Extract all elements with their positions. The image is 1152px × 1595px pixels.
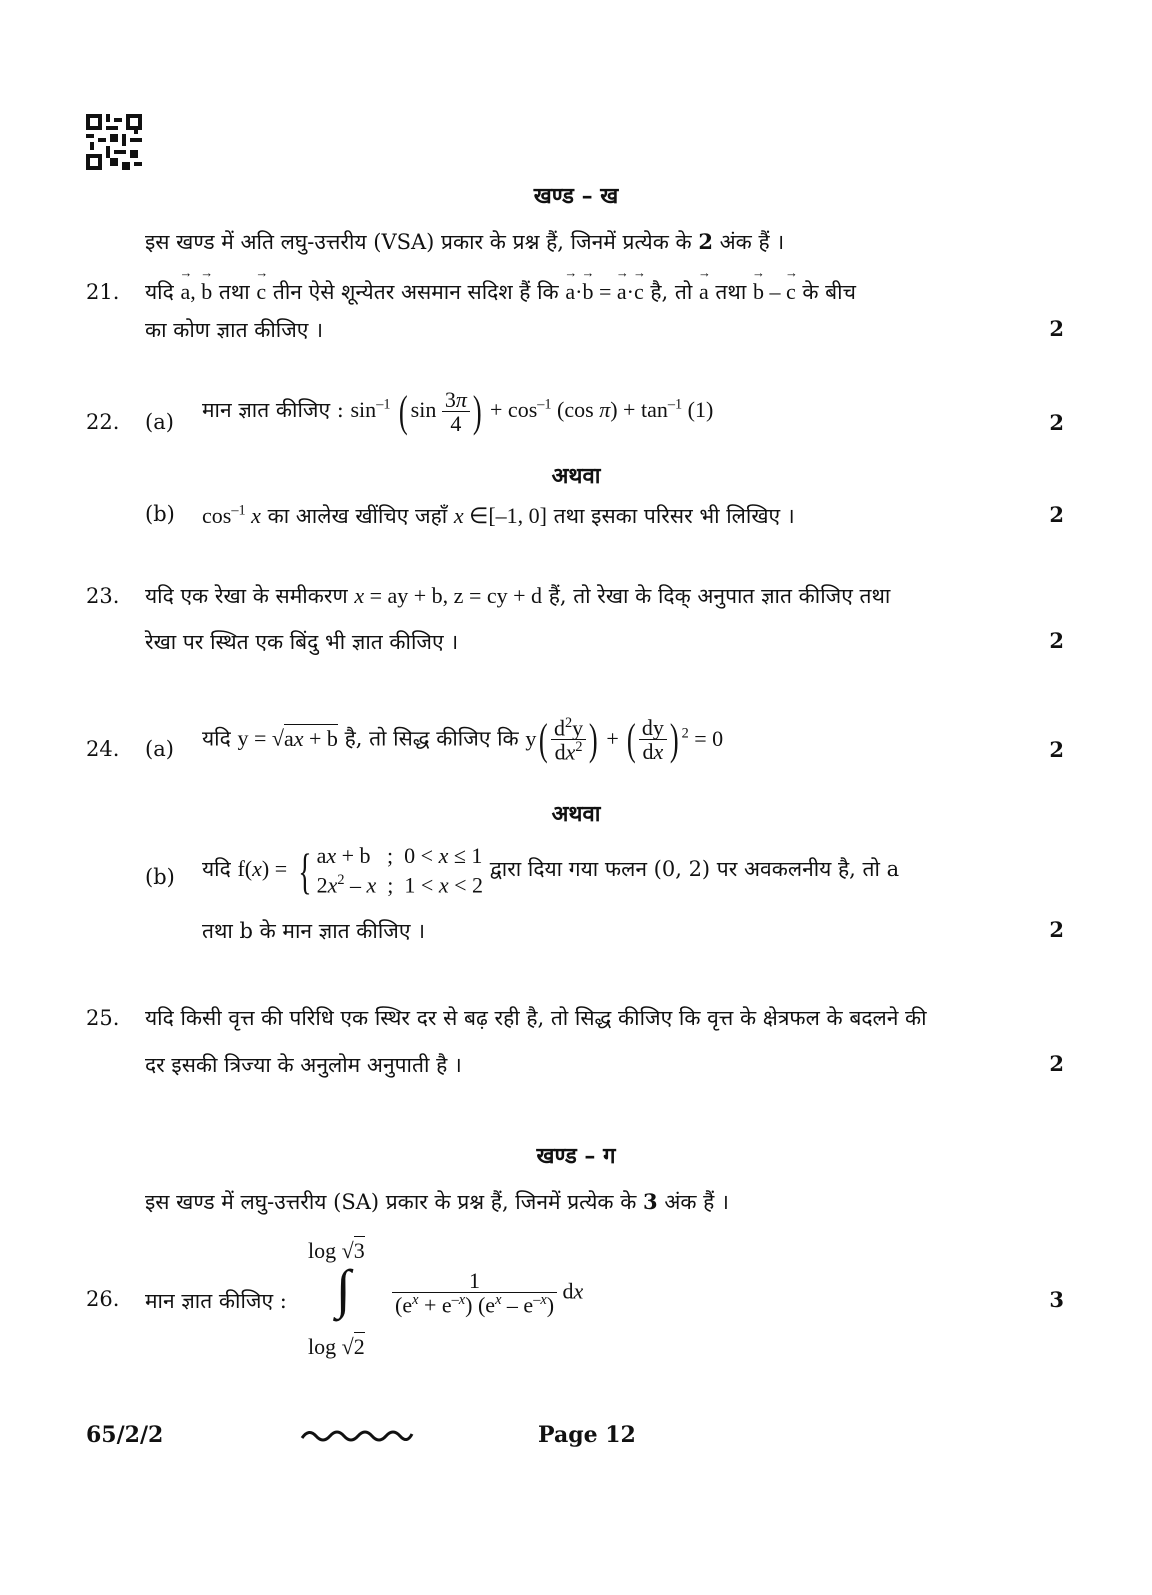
question-23-marks: 2: [1049, 628, 1064, 653]
question-22a-marks: 2: [1049, 410, 1064, 435]
question-22a-label: (a): [145, 410, 174, 434]
question-24a-text: यदि y = √ax + b है, तो सिद्ध कीजिए कि y( $\frac{d^2y}{dx^2}$ ) + ( $\frac{dy}{dx}$ ) $^2$ = 0: [202, 715, 724, 765]
question-22b-marks: 2: [1049, 502, 1064, 527]
question-25-number: 25.: [86, 1006, 120, 1030]
question-22-or: अथवा: [551, 463, 601, 489]
question-21-number: 21.: [86, 280, 120, 304]
question-25-line1: यदि किसी वृत्त की परिधि एक स्थिर दर से बढ़ रही है, तो सिद्ध कीजिए कि वृत्त के क्षेत्रफल के बदलने की: [145, 1006, 927, 1030]
question-22b-label: (b): [145, 502, 175, 526]
question-24b-marks: 2: [1049, 917, 1064, 942]
question-24a-marks: 2: [1049, 737, 1064, 762]
question-25-line2: दर इसकी त्रिज्या के अनुलोम अनुपाती है ।: [145, 1053, 462, 1077]
question-21-line1: यदि → a, → b तथा → c तीन ऐसे शून्येतर असमान सदिश हैं कि → a·→ b = → a·→ c है, तो → a तथा → b – → c के बीच: [145, 278, 856, 306]
page-number: Page 12: [538, 1422, 636, 1448]
section-b-intro: इस खण्ड में अति लघु-उत्तरीय (VSA) प्रकार के प्रश्न हैं, जिनमें प्रत्येक के 2 अंक हैं ।: [145, 229, 785, 254]
question-21-line2: का कोण ज्ञात कीजिए ।: [145, 318, 324, 342]
question-23-line2: रेखा पर स्थित एक बिंदु भी ज्ञात कीजिए ।: [145, 630, 459, 654]
question-24a-label: (a): [145, 737, 174, 761]
question-24b-label: (b): [145, 865, 175, 889]
question-26-text: मान ज्ञात कीजिए :: [145, 1289, 287, 1313]
section-c-intro: इस खण्ड में लघु-उत्तरीय (SA) प्रकार के प्रश्न हैं, जिनमें प्रत्येक के 3 अंक हैं ।: [145, 1189, 729, 1214]
question-24-or: अथवा: [551, 801, 601, 827]
question-21-marks: 2: [1049, 316, 1064, 341]
section-c-heading: खण्ड – ग: [536, 1143, 616, 1169]
wave-decoration-icon: [300, 1426, 414, 1446]
integral-sign: ∫: [336, 1259, 351, 1319]
integral-lower-limit: log √2: [308, 1334, 365, 1359]
question-26-number: 26.: [86, 1287, 120, 1311]
question-24b-line2: तथा b के मान ज्ञात कीजिए ।: [202, 919, 426, 943]
integrand: $\frac{1}{(e^x + e^{-x}) (e^x - e^{-x})}$ dx: [392, 1269, 583, 1318]
question-22b-text: $\cos^{-1} x$ का आलेख खींचिए जहाँ x ∈[–1, 0] तथा इसका परिसर भी लिखिए ।: [202, 502, 795, 528]
question-25-marks: 2: [1049, 1051, 1064, 1076]
question-23-line1: यदि एक रेखा के समीकरण x = ay + b, z = cy + d हैं, तो रेखा के दिक् अनुपात ज्ञात कीजिए तथा: [145, 583, 891, 608]
question-22-number: 22.: [86, 410, 120, 434]
question-22a-text: मान ज्ञात कीजिए : $\sin^{-1}$ ( sin $\frac{3\pi}{4}$ ) + $\cos^{-1} (\cos$ $\pi) + \tan^{-1} (1)$: [202, 387, 714, 437]
paper-code: 65/2/2: [86, 1422, 164, 1448]
question-24b-text: यदि f(x) = { ax + b ; 0 < x ≤ 1 $2x^2$ – x ; 1 < x < 2 द्वारा दिया गया फलन (0, 2) पर अवकलनीय है, तो a: [202, 843, 900, 899]
question-23-number: 23.: [86, 584, 120, 608]
question-26-marks: 3: [1049, 1287, 1064, 1312]
question-24-number: 24.: [86, 737, 120, 761]
section-b-heading: खण्ड – ख: [533, 183, 619, 209]
qr-code-icon: [86, 114, 142, 170]
integral-upper-limit: log √3: [308, 1238, 365, 1263]
